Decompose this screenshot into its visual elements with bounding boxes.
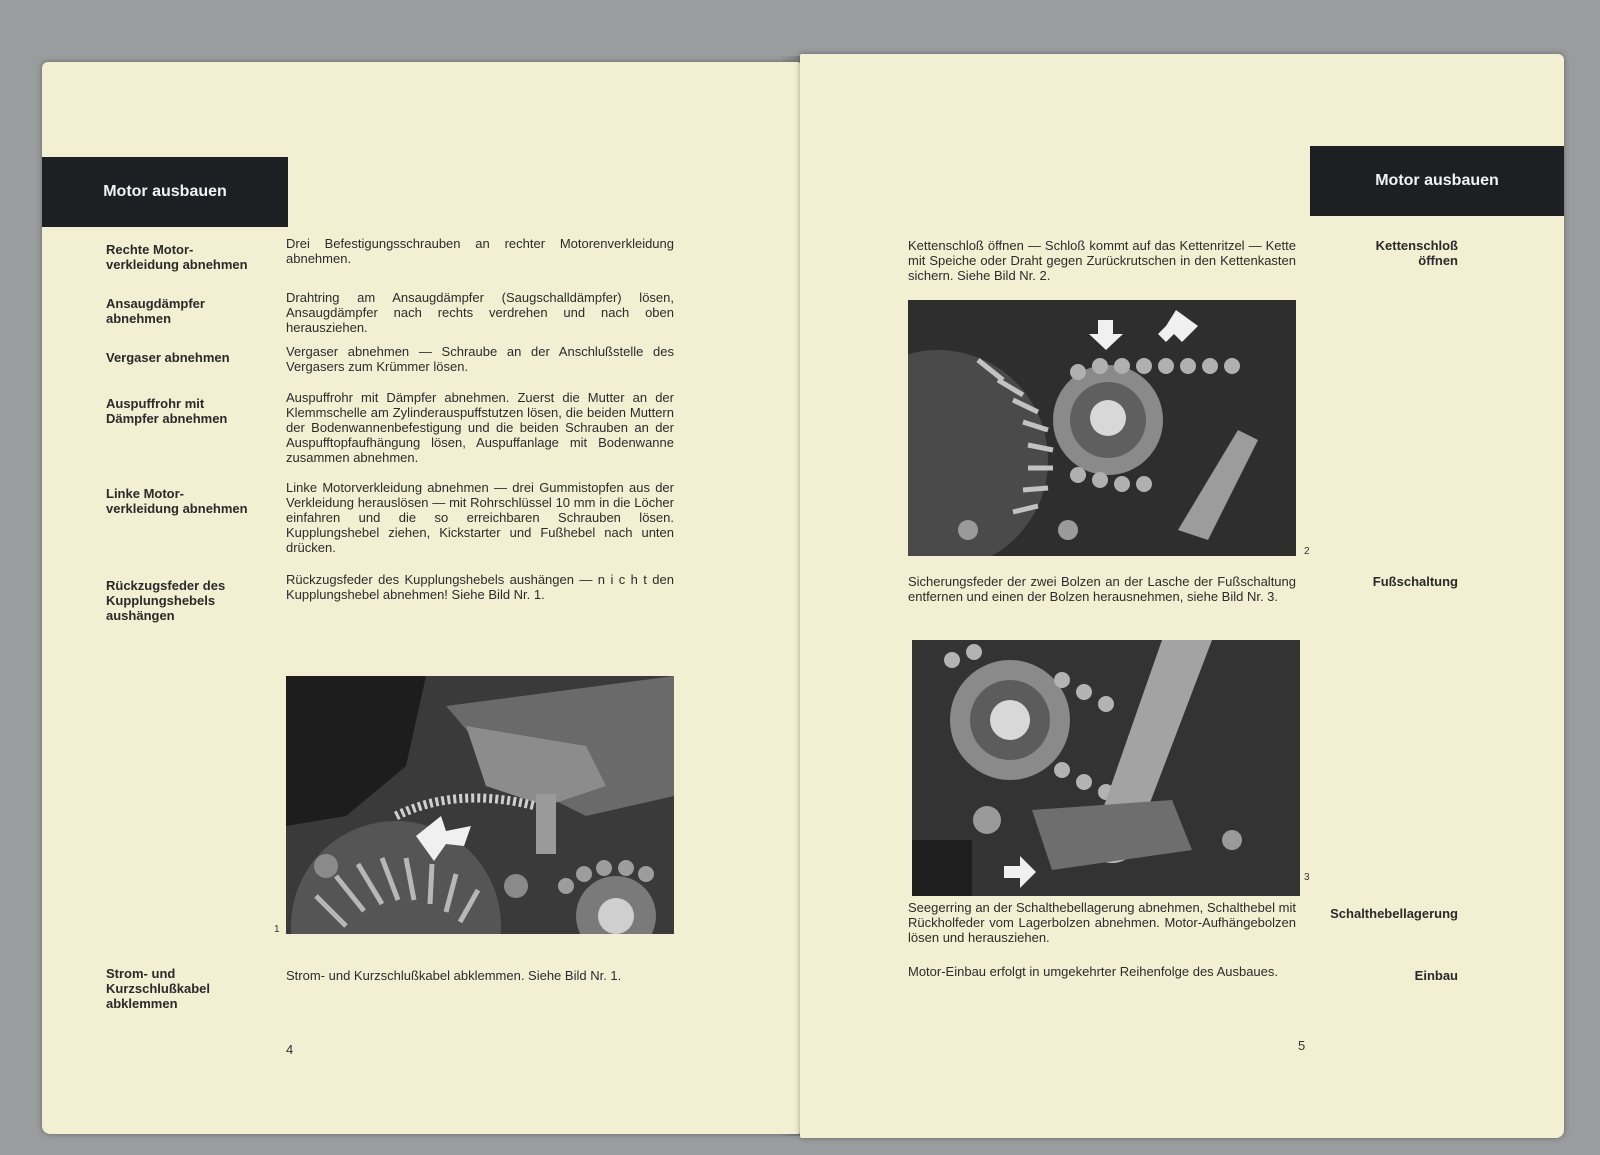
step-label: Strom- und Kurzschlußkabel abklemmen <box>106 966 211 1011</box>
page-number: 4 <box>286 1042 294 1057</box>
step-text: Auspuffrohr mit Dämpfer abnehmen. Zuerst die Mutter an der Klemmschelle am Zylinderauspuffstutzen lösen, die beiden Muttern der Bodenwannenbefestigung und die beiden Schrauben an der Auspufftopfaufhängung lösen, Auspuffanlage mit Bodenwanne zusammen abnehmen. <box>286 390 674 465</box>
step-text: Linke Motorverkleidung abnehmen — drei Gummistopfen aus der Verkleidung herauslösen — mit Rohrschlüssel 10 mm in die Löcher einfahren und die so erreichbaren Schrauben lösen. Kupplungshebel ziehen, Kickstarter und Fußhebel nach unten drücken. <box>286 480 674 555</box>
step-label: Ansaugdämpfer abnehmen <box>106 296 205 326</box>
right-page <box>800 54 1564 1138</box>
left-page-header: Motor ausbauen <box>42 157 288 227</box>
step-label: Rückzugsfeder des Kupplungshebels aushängen <box>106 578 226 623</box>
figure-number: 3 <box>1304 872 1310 883</box>
step-text: Kettenschloß öffnen — Schloß kommt auf das Kettenritzel — Kette mit Speiche oder Draht gegen Zurückrutschen in den Kettenkasten sichern. Siehe Bild Nr. 2. <box>908 238 1296 283</box>
right-page-header: Motor ausbauen <box>1310 146 1564 216</box>
figure-number: 1 <box>274 924 280 935</box>
step-text: Seegerring an der Schalthebellagerung abnehmen, Schalthebel mit Rückholfeder vom Lagerbolzen abnehmen. Motor-Aufhängebolzen lösen und herausziehen. <box>908 900 1296 945</box>
figure-3-photo <box>912 640 1300 896</box>
step-text: Rückzugsfeder des Kupplungshebels aushängen — n i c h t den Kupplungshebel abnehmen! Siehe Bild Nr. 1. <box>286 572 674 602</box>
step-label: Vergaser abnehmen <box>106 350 230 365</box>
step-label: Fußschaltung <box>1372 574 1458 589</box>
step-text: Strom- und Kurzschlußkabel abklemmen. Siehe Bild Nr. 1. <box>286 968 622 983</box>
step-label: Einbau <box>1414 968 1458 983</box>
step-label: Kettenschloß öffnen <box>1375 238 1458 268</box>
figure-1-photo <box>286 676 674 934</box>
step-label: Schalthebellagerung <box>1330 906 1458 921</box>
page-number: 5 <box>1298 1038 1306 1053</box>
step-text: Drahtring am Ansaugdämpfer (Saugschalldämpfer) lösen, Ansaugdämpfer nach rechts verdrehen und nach oben herausziehen. <box>286 290 674 335</box>
figure-number: 2 <box>1304 546 1310 557</box>
step-text: Drei Befestigungsschrauben an rechter Motorenverkleidung abnehmen. <box>286 236 674 266</box>
left-page <box>42 62 800 1134</box>
step-label: Linke Motor- verkleidung abnehmen <box>106 486 248 516</box>
step-text: Sicherungsfeder der zwei Bolzen an der Lasche der Fußschaltung entfernen und einen der Bolzen herausnehmen, siehe Bild Nr. 3. <box>908 574 1296 604</box>
step-label: Auspuffrohr mit Dämpfer abnehmen <box>106 396 228 426</box>
step-text: Vergaser abnehmen — Schraube an der Anschlußstelle des Vergasers zum Krümmer lösen. <box>286 344 674 374</box>
step-label: Rechte Motor- verkleidung abnehmen <box>106 242 248 272</box>
figure-2-photo <box>908 300 1296 556</box>
step-text: Motor-Einbau erfolgt in umgekehrter Reihenfolge des Ausbaues. <box>908 964 1278 979</box>
